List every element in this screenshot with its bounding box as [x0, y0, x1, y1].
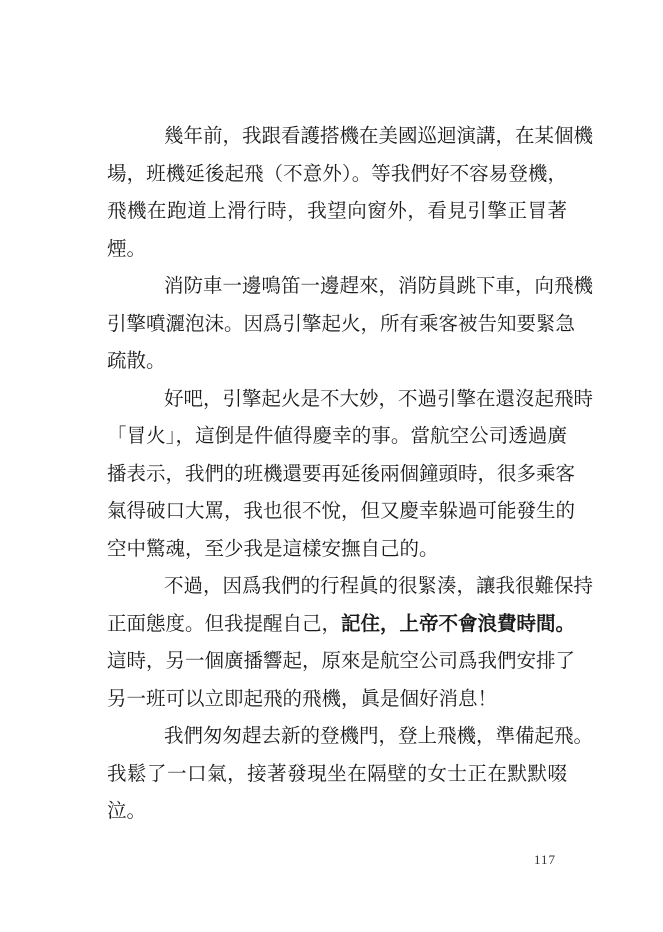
paragraph-4-line-1: 不過，因爲我們的行程眞的很緊湊，讓我很難保持	[164, 574, 594, 597]
paragraph-2-line-2: 引擎噴灑泡沫。因爲引擎起火，所有乘客被告知要緊急	[107, 311, 576, 335]
paragraph-1-line-1: 幾年前，我跟看護搭機在美國巡迴演講，在某個機	[164, 124, 594, 147]
paragraph-1-line-3: 飛機在跑道上滑行時，我望向窗外，看見引擎正冒著	[107, 199, 567, 222]
emphasis-text: 記住，上帝不會浪費時間。	[341, 611, 576, 635]
paragraph-3-line-3: 播表示，我們的班機還要再延後兩個鐘頭時，很多乘客	[107, 461, 576, 485]
paragraph-4-line-4: 另一班可以立即起飛的飛機，眞是個好消息！	[107, 686, 498, 710]
paragraph-4-line-3: 這時，另一個廣播響起，原來是航空公司爲我們安排了	[107, 649, 576, 672]
paragraph-4-line-2	[107, 606, 576, 642]
paragraph-2-line-1: 消防車一邊鳴笛一邊趕來，消防員跳下車，向飛機	[164, 274, 594, 297]
paragraph-3-line-2: 「冒火」，這倒是件値得慶幸的事。當航空公司透過廣	[107, 424, 567, 447]
paragraph-5-line-1: 我們匆匆趕去新的登機門，登上飛機，準備起飛。	[164, 724, 594, 747]
paragraph-5-line-3: 泣。	[107, 799, 147, 822]
page-number: 117	[534, 852, 557, 867]
paragraph-3-line-4: 氣得破口大罵，我也很不悅，但又慶幸躲過可能發生的	[107, 499, 576, 522]
paragraph-1-line-4: 煙。	[107, 236, 147, 260]
paragraph-3-line-5: 空中驚魂，至少我是這樣安撫自己的。	[107, 536, 439, 560]
paragraph-3-line-1: 好吧，引擎起火是不大妙，不過引擎在還沒起飛時	[164, 386, 594, 410]
paragraph-1-line-2: 場，班機延後起飛（不意外）。等我們好不容易登機，	[107, 161, 567, 185]
paragraph-4-line-2-plain: 正面態度。但我提醒自己，	[107, 611, 342, 635]
paragraph-2-line-3: 疏散。	[107, 349, 166, 372]
paragraph-5-line-2: 我鬆了一口氣，接著發現坐在隔壁的女士正在默默啜	[107, 761, 567, 785]
